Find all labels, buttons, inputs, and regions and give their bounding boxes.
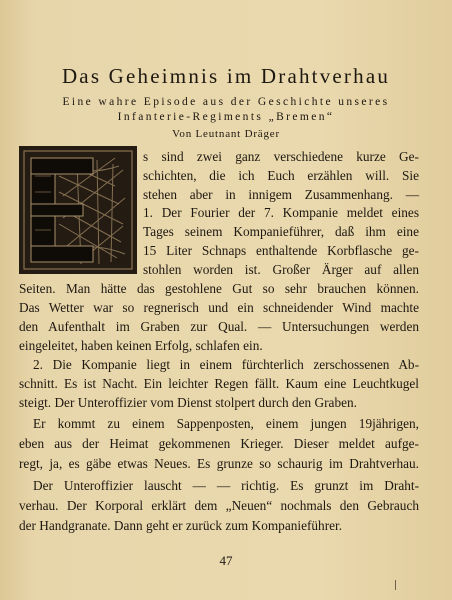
text-line: schnitt. Es ist Nacht. Ein leichter Regen fällt. Kaum eine Leuchtkugel <box>19 376 419 391</box>
text-line: eingeleitet, haben keinen Erfolg, schlafen ein. <box>19 338 263 353</box>
text-line: verhau. Der Korporal erklärt dem „Neuen“ nochmals den Gebrauch <box>19 498 419 513</box>
subtitle-line-1: Eine wahre Episode aus der Geschichte unseres <box>62 96 390 108</box>
text-line: stohlen worden ist. Großer Ärger auf allen <box>143 262 419 277</box>
text-line: Er kommt zu einem Sappenposten, einem jungen 19jährigen, <box>33 416 419 431</box>
text-line: s sind zwei ganz verschiedene kurze Ge- <box>143 149 419 164</box>
pencil-mark <box>395 580 396 590</box>
text-line: der Handgranate. Dann geht er zurück zum Kompanieführer. <box>19 518 343 533</box>
text-line: Das Wetter war so regnerisch und ein schneidender Wind machte <box>19 300 419 315</box>
text-line: Der Unteroffizier lauscht — — richtig. Es grunzt im Draht- <box>33 478 419 493</box>
drop-cap-initial <box>19 146 137 274</box>
text-line: 1. Der Fourier der 7. Kompanie meldet eines <box>143 205 419 220</box>
text-line: 2. Die Kompanie liegt in einem fürchterlich zerschossenen Ab- <box>33 357 419 372</box>
text-line: regt, ja, es gäbe etwas Neues. Es grunze so schaurig im Drahtverhau. <box>19 456 419 471</box>
text-line: 15 Liter Schnaps enthaltende Korbflasche ge- <box>143 243 419 258</box>
subtitle-line-2: Infanterie-Regiments „Bremen“ <box>117 111 335 123</box>
text-line: schichten, die ich Euch erzählen will. Sie <box>143 168 419 183</box>
text-line: eben aus der Heimat gekommenen Krieger. Dieser meldet aufge- <box>19 436 419 451</box>
text-line: Seiten. Man hätte das gestohlene Gut so sehr brauchen können. <box>19 281 419 296</box>
author-byline: Von Leutnant Dräger <box>172 128 280 140</box>
text-line: den Aufenthalt im Graben zur Qual. — Untersuchungen werden <box>19 319 419 334</box>
article-title: Das Geheimnis im Drahtverhau <box>61 64 391 88</box>
text-line: steigt. Der Unteroffizier vom Dienst stolpert durch den Graben. <box>19 395 357 410</box>
page-number: 47 <box>219 553 233 568</box>
text-line: stehen aber in innigem Zusammenhang. — <box>143 187 419 202</box>
text-line: Tages seinem Kompanieführer, daß ihm eine <box>143 224 419 239</box>
